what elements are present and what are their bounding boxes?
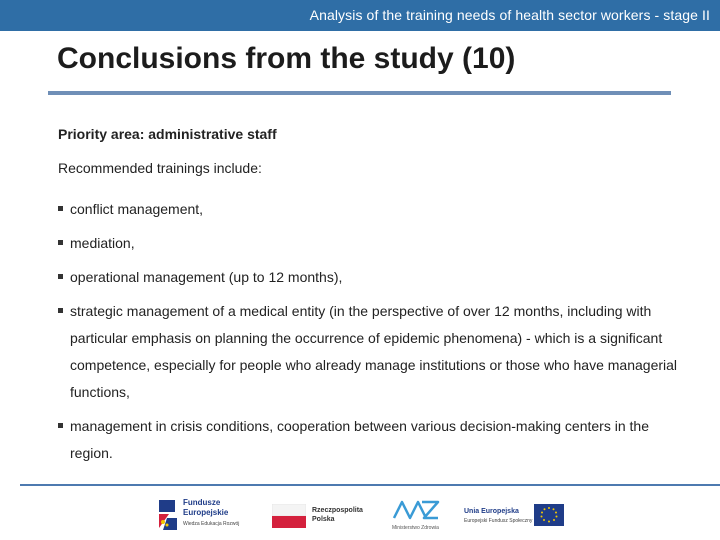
header-title: Analysis of the training needs of health sector workers - stage II xyxy=(309,7,710,23)
bullet-icon xyxy=(58,206,63,211)
list-item xyxy=(58,264,678,291)
eu-flag-icon xyxy=(534,504,564,526)
list-item-text: strategic management of a medical entity (in the perspective of over 12 months, including with particular emphasis on planning the occurrence of epidemic phenomena) - which is a significant competence, especially for people who already manage institutions or those who have managerial functions, xyxy=(70,303,678,400)
list-item xyxy=(58,230,678,257)
list-item-text: conflict management, xyxy=(70,201,204,217)
fundusze-line3: Wiedza Edukacja Rozwój xyxy=(183,521,240,527)
bullet-icon xyxy=(58,423,63,428)
ue-line2: Europejski Fundusz Społeczny xyxy=(464,518,533,524)
footer-logos xyxy=(0,488,720,540)
training-list xyxy=(58,196,678,474)
ue-line1: Unia Europejska xyxy=(464,508,519,515)
rzeczpospolita-polska-logo xyxy=(272,496,372,534)
ministerstwo-zdrowia-logo xyxy=(390,496,450,536)
rzeczpospolita-line1: Rzeczpospolita xyxy=(312,507,363,514)
polish-flag-icon xyxy=(272,504,306,528)
fundusze-line1: Fundusze xyxy=(183,498,221,507)
fundusze-europejskie-logo xyxy=(155,496,255,534)
list-item xyxy=(58,413,678,467)
list-item-text: management in crisis conditions, cooperation between various decision-making centers in the region. xyxy=(70,418,649,461)
fundusze-line2: Europejskie xyxy=(183,508,229,517)
list-item xyxy=(58,196,678,223)
header-bar xyxy=(0,0,720,31)
priority-area: Priority area: administrative staff xyxy=(58,126,277,142)
title-divider xyxy=(48,91,671,95)
slide-title: Conclusions from the study (10) xyxy=(57,42,516,75)
unia-europejska-logo xyxy=(464,496,574,534)
mz-text: Ministerstwo Zdrowia xyxy=(392,525,439,531)
bullet-icon xyxy=(58,308,63,313)
mz-icon xyxy=(392,498,440,522)
list-item xyxy=(58,298,678,406)
recommended-label: Recommended trainings include: xyxy=(58,160,262,176)
list-item-text: operational management (up to 12 months), xyxy=(70,269,343,285)
eu-funds-icon xyxy=(155,498,179,532)
list-item-text: mediation, xyxy=(70,235,135,251)
footer-divider xyxy=(20,484,720,486)
bullet-icon xyxy=(58,274,63,279)
bullet-icon xyxy=(58,240,63,245)
rzeczpospolita-line2: Polska xyxy=(312,516,335,523)
